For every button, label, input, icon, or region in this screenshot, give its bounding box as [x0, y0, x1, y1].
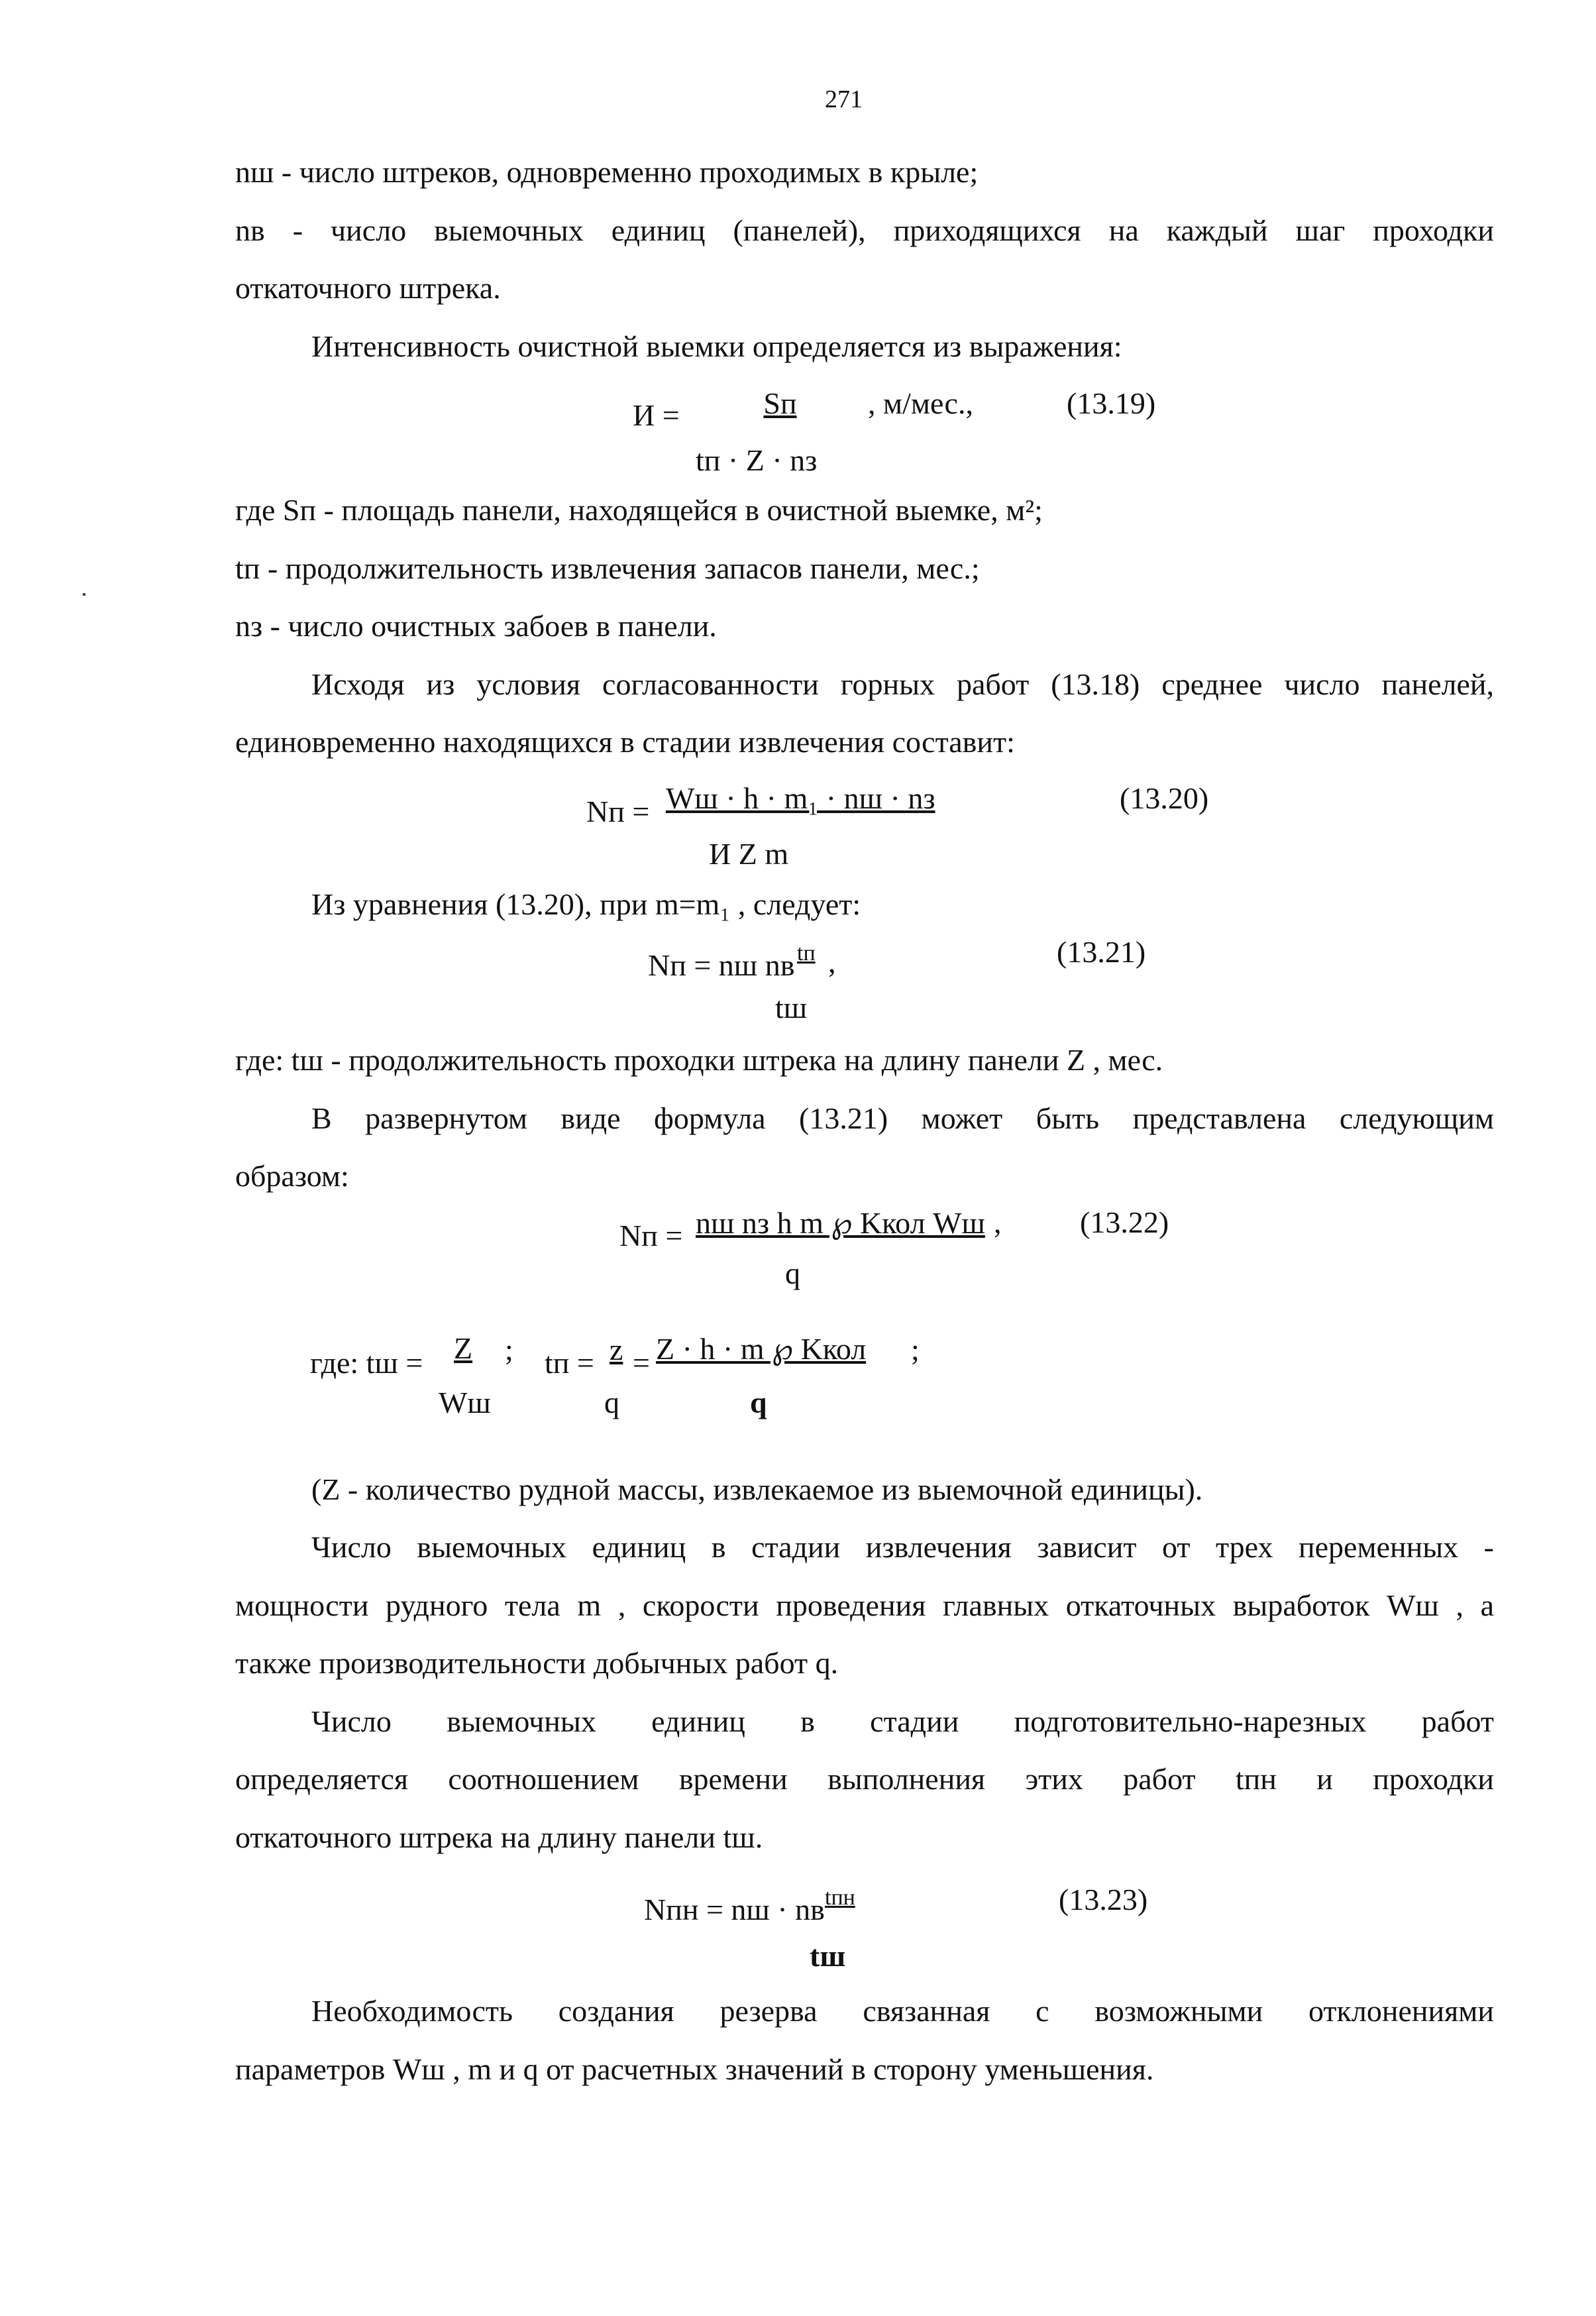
equation-number: (13.20)	[1120, 781, 1209, 815]
text-line: где Sп - площадь панели, находящейся в очистной выемке, м²;	[235, 493, 1043, 527]
text-line: Исходя из условия согласованности горных работ (13.18) среднее число панелей,	[311, 667, 1494, 701]
equation-number: (13.21)	[1057, 935, 1146, 969]
text-line: nш - число штреков, одновременно проходимых в крыле;	[235, 155, 979, 189]
text-line: единовременно находящихся в стадии извлечения составит:	[235, 725, 1015, 759]
eq-numerator: Sп	[763, 386, 797, 420]
text-line: Число выемочных единиц в стадии извлечения зависит от трех переменных -	[311, 1530, 1494, 1564]
eq-numerator: Z	[454, 1331, 473, 1365]
text-line: откаточного штрека на длину панели tш.	[235, 1820, 763, 1854]
eq-denominator: q	[750, 1386, 767, 1419]
eq-separator: ;	[505, 1333, 513, 1366]
text-line: Из уравнения (13.20), при m=m₁ , следует:	[311, 887, 861, 921]
eq-numerator: nш nз h m ℘ Kкол Wш	[696, 1206, 985, 1240]
eq-unit: , м/мес.,	[868, 386, 973, 420]
eq-lhs: И =	[633, 398, 680, 432]
eq-numerator: tп	[797, 941, 816, 965]
eq-lhs: Nп =	[619, 1219, 683, 1252]
eq-denominator: tп · Z · nз	[696, 443, 818, 477]
eq-denominator: tш	[775, 991, 808, 1024]
eq-tail: ,	[828, 945, 836, 979]
eq-separator: ;	[911, 1333, 920, 1366]
eq-denominator: tш	[810, 1939, 846, 1973]
text-line: В развернутом виде формула (13.21) может быть представлена следующим	[311, 1101, 1494, 1135]
scan-speck	[83, 593, 85, 596]
eq-numerator: tпн	[825, 1885, 855, 1910]
text-line: Число выемочных единиц в стадии подготовительно-нарезных работ	[311, 1704, 1494, 1738]
text-line: (Z - количество рудной массы, извлекаемое из выемочной единицы).	[311, 1472, 1203, 1506]
text-line: Интенсивность очистной выемки определяется из выражения:	[311, 329, 1122, 363]
eq-tail: ,	[994, 1205, 1002, 1239]
text-line: мощности рудного тела m , скорости проведения главных откаточных выработок Wш , а	[235, 1588, 1494, 1622]
eq-denominator: И Z m	[709, 837, 789, 871]
text-line: определяется соотношением времени выполнения этих работ tпн и проходки	[235, 1762, 1494, 1796]
eq-numerator: Z · h · m ℘ Kкол	[656, 1332, 867, 1366]
eq-denominator: q	[604, 1386, 619, 1419]
text-line: где: tш - продолжительность проходки штрека на длину панели Z , мес.	[235, 1043, 1163, 1077]
eq-term: tп =	[545, 1346, 594, 1380]
eq-numerator: z	[610, 1333, 623, 1366]
text-line: параметров Wш , m и q от расчетных значений в сторону уменьшения.	[235, 2052, 1154, 2086]
text-line: tп - продолжительность извлечения запасов панели, мес.;	[235, 551, 980, 585]
equation-number: (13.19)	[1067, 386, 1156, 420]
eq-lhs: Nпн = nш · nв	[644, 1893, 825, 1926]
eq-prefix: где: tш =	[310, 1346, 423, 1380]
text-line: nз - число очистных забоев в панели.	[235, 609, 717, 643]
text-line: также производительности добычных работ q.	[235, 1646, 839, 1680]
eq-denominator: q	[785, 1256, 800, 1290]
text-line: nв - число выемочных единиц (панелей), приходящихся на каждый шаг проходки	[235, 213, 1494, 247]
equation-number: (13.23)	[1059, 1883, 1148, 1916]
eq-lhs: Nп =	[586, 795, 650, 828]
text-line: Необходимость создания резерва связанная с возможными отклонениями	[311, 1994, 1494, 2028]
eq-lhs: Nп = nш nв	[648, 948, 795, 982]
equation-number: (13.22)	[1080, 1205, 1169, 1239]
eq-numerator: Wш · h · m₁ · nш · nз	[666, 781, 935, 815]
eq-equals: =	[633, 1346, 650, 1380]
eq-denominator: Wш	[439, 1386, 491, 1419]
page-number: 271	[825, 85, 863, 113]
text-line: образом:	[235, 1159, 349, 1193]
text-line: откаточного штрека.	[235, 271, 501, 305]
